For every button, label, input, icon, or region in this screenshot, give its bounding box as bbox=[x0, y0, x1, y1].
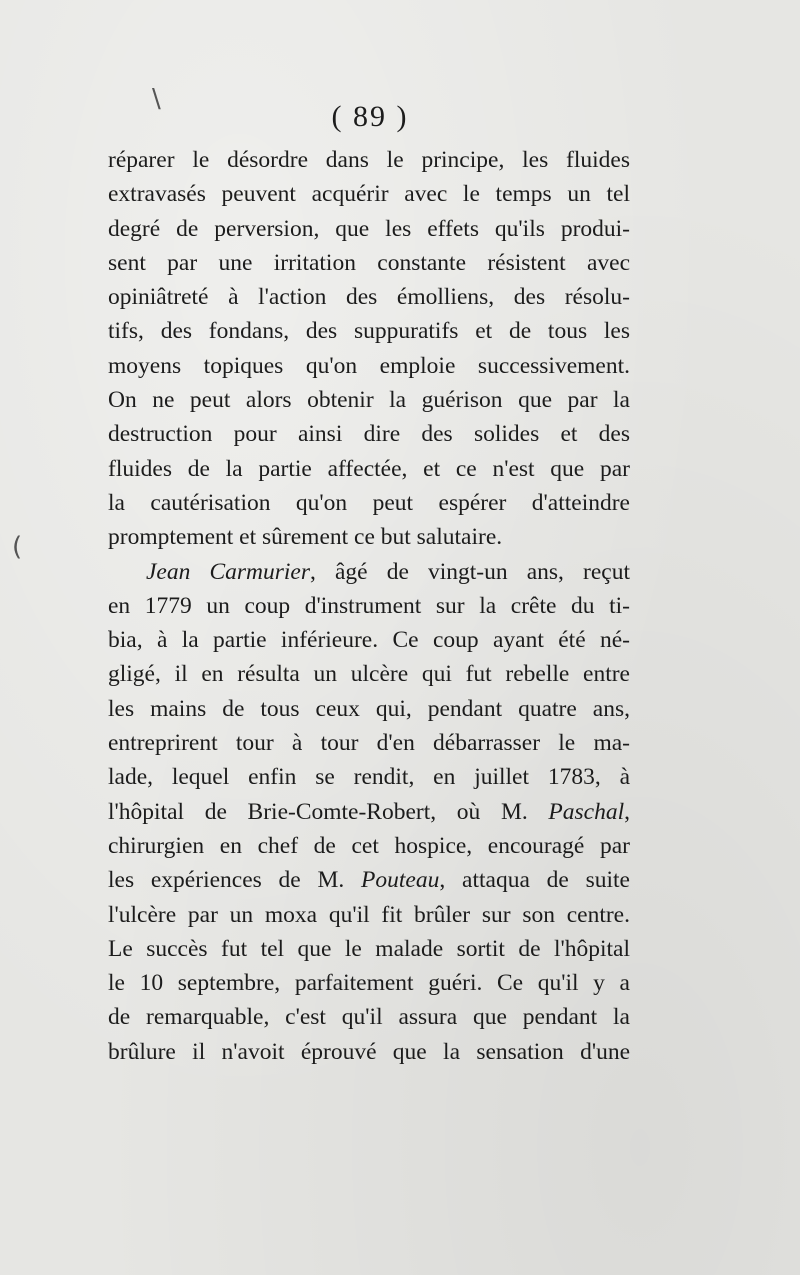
text-line: tifs, des fondans, des suppuratifs et de tous les bbox=[108, 318, 630, 345]
person-name: Jean Carmurier bbox=[146, 558, 311, 585]
person-name: Pouteau bbox=[361, 867, 440, 894]
text-line: chirurgien en chef de cet hospice, encouragé par bbox=[108, 832, 630, 859]
text-line: extravasés peuvent acquérir avec le temps un tel bbox=[108, 181, 630, 208]
text-line: fluides de la partie affectée, et ce n'est que par bbox=[108, 455, 630, 482]
text-line: bia, à la partie inférieure. Ce coup ayant été né- bbox=[108, 627, 630, 654]
text-line: opiniâtreté à l'action des émolliens, des résolu- bbox=[108, 284, 630, 311]
text-line: promptement et sûrement ce but salutaire. bbox=[108, 524, 503, 551]
text-line: les mains de tous ceux qui, pendant quatre ans, bbox=[108, 695, 630, 722]
text-line bbox=[108, 795, 630, 829]
person-name: Paschal bbox=[548, 798, 625, 825]
text-line: Le succès fut tel que le malade sortit de l'hôpital bbox=[108, 935, 630, 962]
text-line: de remarquable, c'est qu'il assura que pendant la bbox=[108, 1004, 630, 1031]
text-line: la cautérisation qu'on peut espérer d'atteindre bbox=[108, 489, 630, 516]
text-fragment: les expériences de M. bbox=[108, 867, 362, 894]
stray-mark-left: ( bbox=[12, 532, 23, 562]
text-line: destruction pour ainsi dire des solides et des bbox=[108, 421, 630, 448]
text-line: l'ulcère par un moxa qu'il fit brûler sur son centre. bbox=[108, 901, 630, 928]
text-line: en 1779 un coup d'instrument sur la crête du ti- bbox=[108, 592, 630, 619]
text-line bbox=[108, 555, 630, 589]
text-line: On ne peut alors obtenir la guérison que par la bbox=[108, 387, 630, 414]
body-text bbox=[108, 143, 630, 1069]
text-line: lade, lequel enfin se rendit, en juillet 1783, à bbox=[108, 764, 630, 791]
page-number: ( 89 ) bbox=[331, 100, 409, 133]
text-line: entreprirent tour à tour d'en débarrasser le ma- bbox=[108, 730, 630, 757]
text-line: le 10 septembre, parfaitement guéri. Ce qu'il y a bbox=[108, 970, 630, 997]
stray-mark-top: \ bbox=[152, 84, 161, 114]
text-line: gligé, il en résulta un ulcère qui fut rebelle entre bbox=[108, 661, 630, 688]
text-fragment: , âgé de vingt-un ans, reçut bbox=[310, 558, 631, 585]
text-line: degré de perversion, que les effets qu'ils produi- bbox=[108, 215, 630, 242]
text-line: brûlure il n'avoit éprouvé que la sensation d'une bbox=[108, 1038, 630, 1065]
text-line: moyens topiques qu'on emploie successivement. bbox=[108, 352, 630, 379]
text-line bbox=[108, 863, 630, 897]
text-fragment: l'hôpital de Brie-Comte-Robert, où M. bbox=[108, 798, 549, 825]
text-fragment: , bbox=[624, 798, 630, 825]
text-fragment: , attaqua de suite bbox=[439, 867, 630, 894]
text-line: sent par une irritation constante résistent avec bbox=[108, 249, 630, 276]
text-line: réparer le désordre dans le principe, les fluides bbox=[108, 147, 630, 173]
